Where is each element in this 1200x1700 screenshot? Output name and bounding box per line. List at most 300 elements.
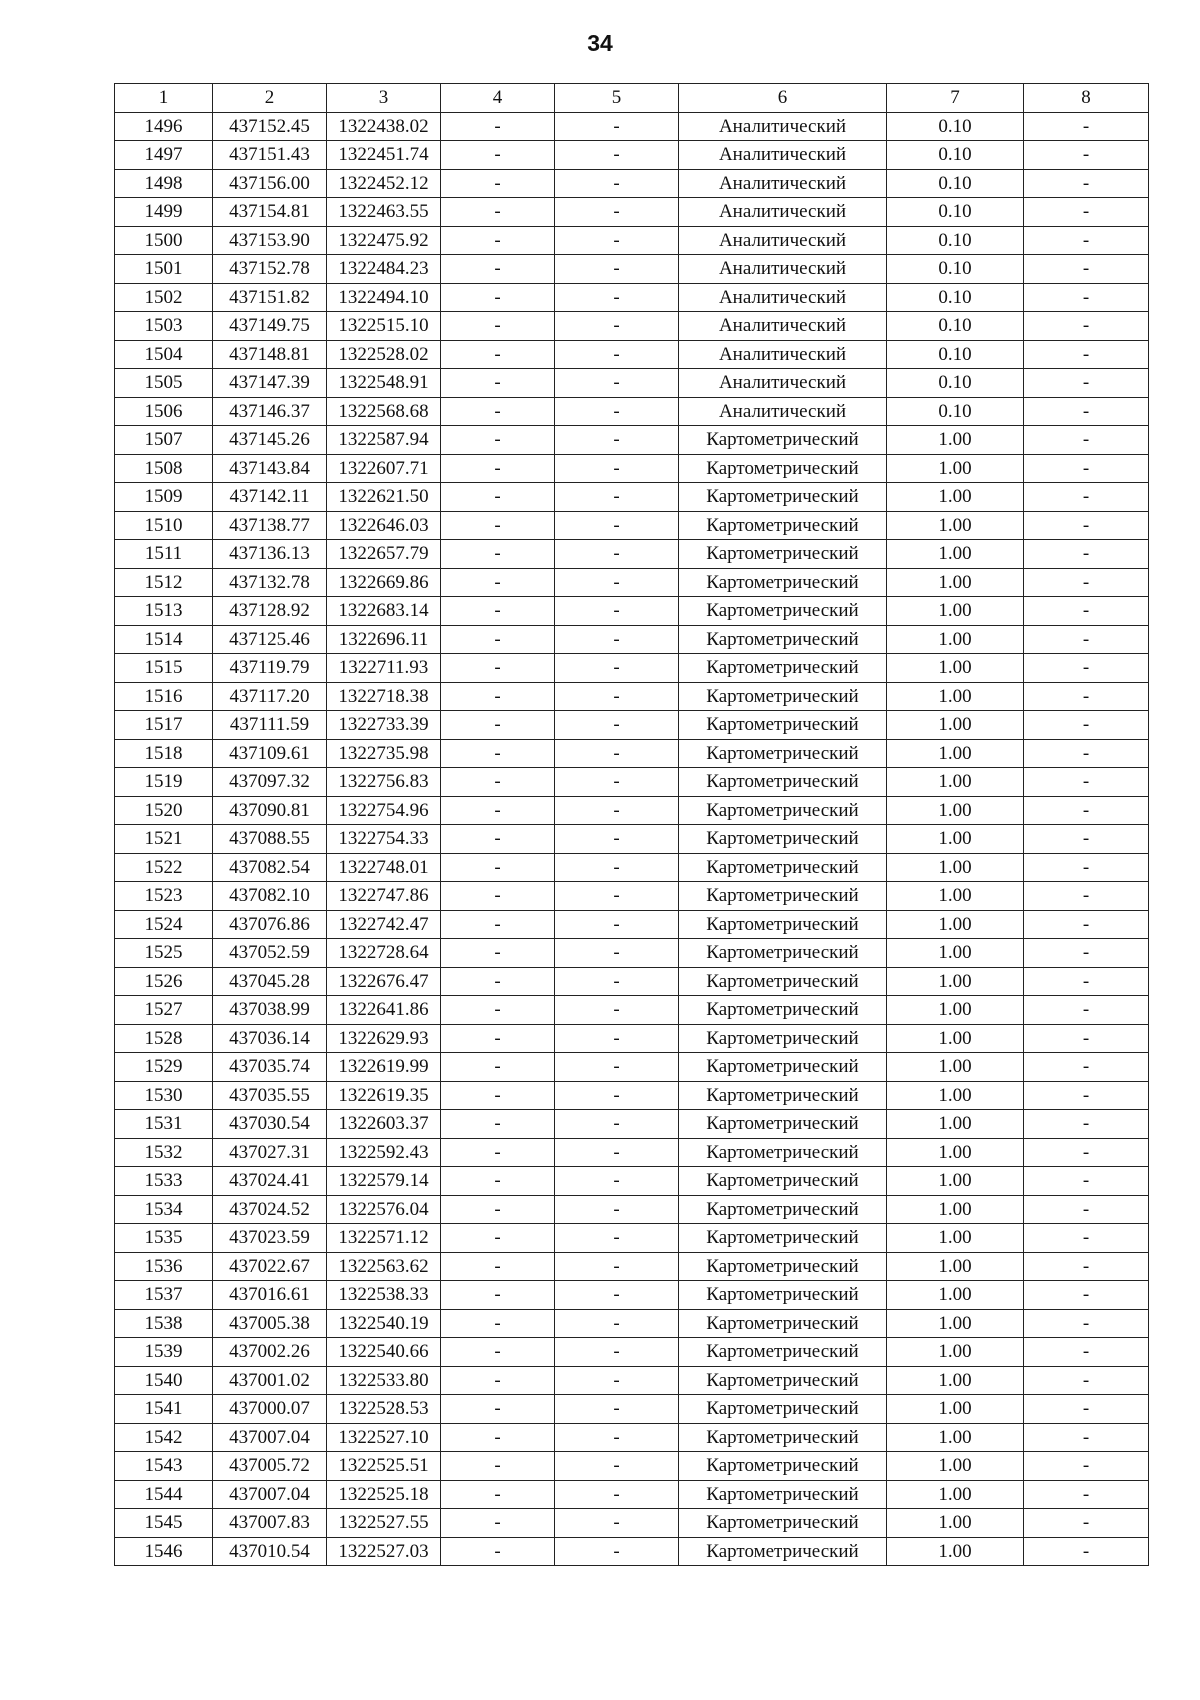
- method-cell: Картометрический: [679, 939, 887, 968]
- col-4-value-cell: -: [441, 625, 555, 654]
- method-cell: Картометрический: [679, 1110, 887, 1139]
- point-number-cell: 1527: [115, 996, 213, 1025]
- y-coordinate-cell: 1322528.02: [327, 340, 441, 369]
- col-5-value-cell: -: [555, 454, 679, 483]
- method-cell: Картометрический: [679, 511, 887, 540]
- col-5-value-cell: -: [555, 796, 679, 825]
- x-coordinate-cell: 437151.43: [213, 141, 327, 170]
- col-4-value-cell: -: [441, 768, 555, 797]
- col-4-value-cell: -: [441, 255, 555, 284]
- accuracy-cell: 1.00: [887, 682, 1024, 711]
- y-coordinate-cell: 1322619.99: [327, 1053, 441, 1082]
- col-8-value-cell: -: [1024, 1053, 1149, 1082]
- table-row: [115, 255, 1149, 284]
- accuracy-cell: 1.00: [887, 882, 1024, 911]
- method-cell: Картометрический: [679, 711, 887, 740]
- col-4-value-cell: -: [441, 169, 555, 198]
- y-coordinate-cell: 1322696.11: [327, 625, 441, 654]
- accuracy-cell: 1.00: [887, 426, 1024, 455]
- col-5-value-cell: -: [555, 540, 679, 569]
- x-coordinate-cell: 437022.67: [213, 1252, 327, 1281]
- method-cell: Картометрический: [679, 1480, 887, 1509]
- accuracy-cell: 1.00: [887, 768, 1024, 797]
- col-4-value-cell: -: [441, 1309, 555, 1338]
- table-row: [115, 654, 1149, 683]
- col-5-value-cell: -: [555, 511, 679, 540]
- accuracy-cell: 0.10: [887, 141, 1024, 170]
- table-row: [115, 910, 1149, 939]
- y-coordinate-cell: 1322587.94: [327, 426, 441, 455]
- accuracy-cell: 0.10: [887, 369, 1024, 398]
- accuracy-cell: 1.00: [887, 1338, 1024, 1367]
- accuracy-cell: 1.00: [887, 1110, 1024, 1139]
- col-8-value-cell: -: [1024, 312, 1149, 341]
- col-4-value-cell: -: [441, 1480, 555, 1509]
- coordinates-table: [114, 83, 1149, 1566]
- accuracy-cell: 1.00: [887, 1423, 1024, 1452]
- point-number-cell: 1535: [115, 1224, 213, 1253]
- col-4-value-cell: -: [441, 853, 555, 882]
- point-number-cell: 1531: [115, 1110, 213, 1139]
- y-coordinate-cell: 1322563.62: [327, 1252, 441, 1281]
- accuracy-cell: 0.10: [887, 255, 1024, 284]
- y-coordinate-cell: 1322733.39: [327, 711, 441, 740]
- col-5-value-cell: -: [555, 397, 679, 426]
- table-row: [115, 1195, 1149, 1224]
- y-coordinate-cell: 1322527.03: [327, 1537, 441, 1566]
- col-5-value-cell: -: [555, 1281, 679, 1310]
- col-8-value-cell: -: [1024, 568, 1149, 597]
- method-cell: Аналитический: [679, 198, 887, 227]
- col-5-value-cell: -: [555, 312, 679, 341]
- method-cell: Картометрический: [679, 1509, 887, 1538]
- table-row: [115, 597, 1149, 626]
- column-header-2: 2: [213, 84, 327, 113]
- y-coordinate-cell: 1322568.68: [327, 397, 441, 426]
- col-8-value-cell: -: [1024, 169, 1149, 198]
- y-coordinate-cell: 1322528.53: [327, 1395, 441, 1424]
- col-5-value-cell: -: [555, 1395, 679, 1424]
- point-number-cell: 1498: [115, 169, 213, 198]
- accuracy-cell: 1.00: [887, 825, 1024, 854]
- y-coordinate-cell: 1322571.12: [327, 1224, 441, 1253]
- col-4-value-cell: -: [441, 112, 555, 141]
- y-coordinate-cell: 1322515.10: [327, 312, 441, 341]
- col-4-value-cell: -: [441, 1081, 555, 1110]
- col-8-value-cell: -: [1024, 141, 1149, 170]
- accuracy-cell: 0.10: [887, 397, 1024, 426]
- col-8-value-cell: -: [1024, 397, 1149, 426]
- col-8-value-cell: -: [1024, 255, 1149, 284]
- col-8-value-cell: -: [1024, 1281, 1149, 1310]
- col-8-value-cell: -: [1024, 1452, 1149, 1481]
- method-cell: Картометрический: [679, 1309, 887, 1338]
- table-row: [115, 882, 1149, 911]
- col-8-value-cell: -: [1024, 1309, 1149, 1338]
- table-row: [115, 1138, 1149, 1167]
- col-8-value-cell: -: [1024, 739, 1149, 768]
- point-number-cell: 1521: [115, 825, 213, 854]
- point-number-cell: 1515: [115, 654, 213, 683]
- col-4-value-cell: -: [441, 483, 555, 512]
- col-4-value-cell: -: [441, 996, 555, 1025]
- point-number-cell: 1526: [115, 967, 213, 996]
- x-coordinate-cell: 437007.04: [213, 1480, 327, 1509]
- method-cell: Аналитический: [679, 112, 887, 141]
- col-5-value-cell: -: [555, 1366, 679, 1395]
- col-5-value-cell: -: [555, 369, 679, 398]
- x-coordinate-cell: 437132.78: [213, 568, 327, 597]
- col-4-value-cell: -: [441, 454, 555, 483]
- col-8-value-cell: -: [1024, 426, 1149, 455]
- col-4-value-cell: -: [441, 1224, 555, 1253]
- point-number-cell: 1499: [115, 198, 213, 227]
- column-header-7: 7: [887, 84, 1024, 113]
- x-coordinate-cell: 437109.61: [213, 739, 327, 768]
- point-number-cell: 1510: [115, 511, 213, 540]
- col-5-value-cell: -: [555, 996, 679, 1025]
- col-5-value-cell: -: [555, 625, 679, 654]
- point-number-cell: 1529: [115, 1053, 213, 1082]
- method-cell: Картометрический: [679, 540, 887, 569]
- table-row: [115, 853, 1149, 882]
- point-number-cell: 1528: [115, 1024, 213, 1053]
- table-row: [115, 1338, 1149, 1367]
- point-number-cell: 1503: [115, 312, 213, 341]
- x-coordinate-cell: 437145.26: [213, 426, 327, 455]
- method-cell: Аналитический: [679, 312, 887, 341]
- x-coordinate-cell: 437035.55: [213, 1081, 327, 1110]
- method-cell: Картометрический: [679, 882, 887, 911]
- col-5-value-cell: -: [555, 1081, 679, 1110]
- y-coordinate-cell: 1322619.35: [327, 1081, 441, 1110]
- accuracy-cell: 1.00: [887, 1309, 1024, 1338]
- col-8-value-cell: -: [1024, 340, 1149, 369]
- x-coordinate-cell: 437128.92: [213, 597, 327, 626]
- y-coordinate-cell: 1322756.83: [327, 768, 441, 797]
- accuracy-cell: 1.00: [887, 1480, 1024, 1509]
- y-coordinate-cell: 1322629.93: [327, 1024, 441, 1053]
- y-coordinate-cell: 1322494.10: [327, 283, 441, 312]
- col-4-value-cell: -: [441, 882, 555, 911]
- col-8-value-cell: -: [1024, 511, 1149, 540]
- col-4-value-cell: -: [441, 1509, 555, 1538]
- method-cell: Картометрический: [679, 625, 887, 654]
- col-8-value-cell: -: [1024, 226, 1149, 255]
- method-cell: Аналитический: [679, 340, 887, 369]
- col-5-value-cell: -: [555, 682, 679, 711]
- point-number-cell: 1502: [115, 283, 213, 312]
- col-4-value-cell: -: [441, 1195, 555, 1224]
- method-cell: Аналитический: [679, 283, 887, 312]
- column-header-4: 4: [441, 84, 555, 113]
- method-cell: Картометрический: [679, 454, 887, 483]
- x-coordinate-cell: 437010.54: [213, 1537, 327, 1566]
- y-coordinate-cell: 1322484.23: [327, 255, 441, 284]
- x-coordinate-cell: 437076.86: [213, 910, 327, 939]
- y-coordinate-cell: 1322548.91: [327, 369, 441, 398]
- table-row: [115, 1309, 1149, 1338]
- table-row: [115, 312, 1149, 341]
- point-number-cell: 1540: [115, 1366, 213, 1395]
- accuracy-cell: 1.00: [887, 1024, 1024, 1053]
- accuracy-cell: 1.00: [887, 1081, 1024, 1110]
- x-coordinate-cell: 437088.55: [213, 825, 327, 854]
- table-row: [115, 711, 1149, 740]
- method-cell: Аналитический: [679, 226, 887, 255]
- table-row: [115, 283, 1149, 312]
- x-coordinate-cell: 437005.72: [213, 1452, 327, 1481]
- col-5-value-cell: -: [555, 426, 679, 455]
- col-8-value-cell: -: [1024, 369, 1149, 398]
- table-row: [115, 1053, 1149, 1082]
- col-5-value-cell: -: [555, 483, 679, 512]
- x-coordinate-cell: 437156.00: [213, 169, 327, 198]
- accuracy-cell: 1.00: [887, 910, 1024, 939]
- accuracy-cell: 1.00: [887, 1537, 1024, 1566]
- table-row: [115, 1281, 1149, 1310]
- column-header-5: 5: [555, 84, 679, 113]
- col-5-value-cell: -: [555, 1423, 679, 1452]
- point-number-cell: 1537: [115, 1281, 213, 1310]
- y-coordinate-cell: 1322735.98: [327, 739, 441, 768]
- x-coordinate-cell: 437152.45: [213, 112, 327, 141]
- point-number-cell: 1534: [115, 1195, 213, 1224]
- col-5-value-cell: -: [555, 1110, 679, 1139]
- accuracy-cell: 1.00: [887, 1252, 1024, 1281]
- method-cell: Картометрический: [679, 1395, 887, 1424]
- accuracy-cell: 0.10: [887, 226, 1024, 255]
- y-coordinate-cell: 1322451.74: [327, 141, 441, 170]
- accuracy-cell: 1.00: [887, 1167, 1024, 1196]
- col-4-value-cell: -: [441, 283, 555, 312]
- col-8-value-cell: -: [1024, 768, 1149, 797]
- method-cell: Картометрический: [679, 768, 887, 797]
- x-coordinate-cell: 437024.52: [213, 1195, 327, 1224]
- table-row: [115, 340, 1149, 369]
- accuracy-cell: 1.00: [887, 1509, 1024, 1538]
- col-4-value-cell: -: [441, 1423, 555, 1452]
- point-number-cell: 1523: [115, 882, 213, 911]
- accuracy-cell: 0.10: [887, 112, 1024, 141]
- col-4-value-cell: -: [441, 1537, 555, 1566]
- table-row: [115, 568, 1149, 597]
- col-5-value-cell: -: [555, 654, 679, 683]
- col-8-value-cell: -: [1024, 454, 1149, 483]
- point-number-cell: 1538: [115, 1309, 213, 1338]
- y-coordinate-cell: 1322533.80: [327, 1366, 441, 1395]
- col-5-value-cell: -: [555, 1452, 679, 1481]
- col-5-value-cell: -: [555, 1309, 679, 1338]
- accuracy-cell: 1.00: [887, 1195, 1024, 1224]
- y-coordinate-cell: 1322657.79: [327, 540, 441, 569]
- col-4-value-cell: -: [441, 1252, 555, 1281]
- col-5-value-cell: -: [555, 1252, 679, 1281]
- point-number-cell: 1509: [115, 483, 213, 512]
- point-number-cell: 1507: [115, 426, 213, 455]
- col-4-value-cell: -: [441, 540, 555, 569]
- method-cell: Картометрический: [679, 1081, 887, 1110]
- col-4-value-cell: -: [441, 1338, 555, 1367]
- col-8-value-cell: -: [1024, 939, 1149, 968]
- x-coordinate-cell: 437111.59: [213, 711, 327, 740]
- column-header-6: 6: [679, 84, 887, 113]
- col-4-value-cell: -: [441, 198, 555, 227]
- col-8-value-cell: -: [1024, 1252, 1149, 1281]
- col-8-value-cell: -: [1024, 1195, 1149, 1224]
- accuracy-cell: 1.00: [887, 1053, 1024, 1082]
- col-8-value-cell: -: [1024, 625, 1149, 654]
- col-8-value-cell: -: [1024, 1110, 1149, 1139]
- y-coordinate-cell: 1322540.66: [327, 1338, 441, 1367]
- x-coordinate-cell: 437136.13: [213, 540, 327, 569]
- table-row: [115, 511, 1149, 540]
- table-row: [115, 967, 1149, 996]
- col-8-value-cell: -: [1024, 1423, 1149, 1452]
- col-4-value-cell: -: [441, 1053, 555, 1082]
- method-cell: Аналитический: [679, 141, 887, 170]
- y-coordinate-cell: 1322754.33: [327, 825, 441, 854]
- point-number-cell: 1545: [115, 1509, 213, 1538]
- col-4-value-cell: -: [441, 1167, 555, 1196]
- col-8-value-cell: -: [1024, 1024, 1149, 1053]
- table-row: [115, 426, 1149, 455]
- accuracy-cell: 1.00: [887, 853, 1024, 882]
- col-5-value-cell: -: [555, 141, 679, 170]
- accuracy-cell: 1.00: [887, 939, 1024, 968]
- col-8-value-cell: -: [1024, 1081, 1149, 1110]
- method-cell: Картометрический: [679, 1224, 887, 1253]
- x-coordinate-cell: 437016.61: [213, 1281, 327, 1310]
- method-cell: Аналитический: [679, 255, 887, 284]
- x-coordinate-cell: 437007.83: [213, 1509, 327, 1538]
- col-8-value-cell: -: [1024, 711, 1149, 740]
- x-coordinate-cell: 437030.54: [213, 1110, 327, 1139]
- col-4-value-cell: -: [441, 340, 555, 369]
- point-number-cell: 1522: [115, 853, 213, 882]
- col-4-value-cell: -: [441, 568, 555, 597]
- col-5-value-cell: -: [555, 597, 679, 626]
- y-coordinate-cell: 1322676.47: [327, 967, 441, 996]
- table-row: [115, 1024, 1149, 1053]
- accuracy-cell: 1.00: [887, 711, 1024, 740]
- column-header-8: 8: [1024, 84, 1149, 113]
- col-8-value-cell: -: [1024, 682, 1149, 711]
- table-row: [115, 1366, 1149, 1395]
- col-5-value-cell: -: [555, 568, 679, 597]
- x-coordinate-cell: 437001.02: [213, 1366, 327, 1395]
- col-5-value-cell: -: [555, 825, 679, 854]
- x-coordinate-cell: 437035.74: [213, 1053, 327, 1082]
- x-coordinate-cell: 437147.39: [213, 369, 327, 398]
- table-row: [115, 1480, 1149, 1509]
- col-4-value-cell: -: [441, 711, 555, 740]
- col-8-value-cell: -: [1024, 1480, 1149, 1509]
- x-coordinate-cell: 437007.04: [213, 1423, 327, 1452]
- method-cell: Картометрический: [679, 597, 887, 626]
- y-coordinate-cell: 1322452.12: [327, 169, 441, 198]
- table-row: [115, 825, 1149, 854]
- col-8-value-cell: -: [1024, 796, 1149, 825]
- method-cell: Картометрический: [679, 1366, 887, 1395]
- point-number-cell: 1520: [115, 796, 213, 825]
- x-coordinate-cell: 437000.07: [213, 1395, 327, 1424]
- col-8-value-cell: -: [1024, 1138, 1149, 1167]
- table-row: [115, 1110, 1149, 1139]
- point-number-cell: 1530: [115, 1081, 213, 1110]
- y-coordinate-cell: 1322641.86: [327, 996, 441, 1025]
- y-coordinate-cell: 1322754.96: [327, 796, 441, 825]
- col-5-value-cell: -: [555, 1480, 679, 1509]
- table-row: [115, 540, 1149, 569]
- table-row: [115, 1537, 1149, 1566]
- col-4-value-cell: -: [441, 796, 555, 825]
- x-coordinate-cell: 437138.77: [213, 511, 327, 540]
- y-coordinate-cell: 1322683.14: [327, 597, 441, 626]
- point-number-cell: 1524: [115, 910, 213, 939]
- method-cell: Картометрический: [679, 1138, 887, 1167]
- accuracy-cell: 1.00: [887, 996, 1024, 1025]
- table-row: [115, 1167, 1149, 1196]
- table-row: [115, 1224, 1149, 1253]
- table-row: [115, 1423, 1149, 1452]
- col-5-value-cell: -: [555, 1338, 679, 1367]
- table-row: [115, 1509, 1149, 1538]
- point-number-cell: 1536: [115, 1252, 213, 1281]
- table-row: [115, 454, 1149, 483]
- point-number-cell: 1546: [115, 1537, 213, 1566]
- column-header-1: 1: [115, 84, 213, 113]
- table-row: [115, 768, 1149, 797]
- table-body: [115, 112, 1149, 1566]
- accuracy-cell: 1.00: [887, 625, 1024, 654]
- accuracy-cell: 1.00: [887, 568, 1024, 597]
- x-coordinate-cell: 437052.59: [213, 939, 327, 968]
- col-8-value-cell: -: [1024, 1395, 1149, 1424]
- x-coordinate-cell: 437154.81: [213, 198, 327, 227]
- y-coordinate-cell: 1322748.01: [327, 853, 441, 882]
- table-row: [115, 1081, 1149, 1110]
- y-coordinate-cell: 1322540.19: [327, 1309, 441, 1338]
- x-coordinate-cell: 437038.99: [213, 996, 327, 1025]
- point-number-cell: 1519: [115, 768, 213, 797]
- point-number-cell: 1501: [115, 255, 213, 284]
- col-8-value-cell: -: [1024, 967, 1149, 996]
- x-coordinate-cell: 437097.32: [213, 768, 327, 797]
- method-cell: Картометрический: [679, 1167, 887, 1196]
- y-coordinate-cell: 1322646.03: [327, 511, 441, 540]
- table-row: [115, 169, 1149, 198]
- col-8-value-cell: -: [1024, 1338, 1149, 1367]
- table-row: [115, 141, 1149, 170]
- x-coordinate-cell: 437152.78: [213, 255, 327, 284]
- col-5-value-cell: -: [555, 112, 679, 141]
- table-row: [115, 939, 1149, 968]
- x-coordinate-cell: 437024.41: [213, 1167, 327, 1196]
- x-coordinate-cell: 437027.31: [213, 1138, 327, 1167]
- accuracy-cell: 1.00: [887, 1224, 1024, 1253]
- y-coordinate-cell: 1322463.55: [327, 198, 441, 227]
- x-coordinate-cell: 437045.28: [213, 967, 327, 996]
- col-5-value-cell: -: [555, 1167, 679, 1196]
- point-number-cell: 1512: [115, 568, 213, 597]
- col-5-value-cell: -: [555, 198, 679, 227]
- table-row: [115, 1395, 1149, 1424]
- method-cell: Картометрический: [679, 967, 887, 996]
- table-row: [115, 397, 1149, 426]
- col-4-value-cell: -: [441, 511, 555, 540]
- col-4-value-cell: -: [441, 967, 555, 996]
